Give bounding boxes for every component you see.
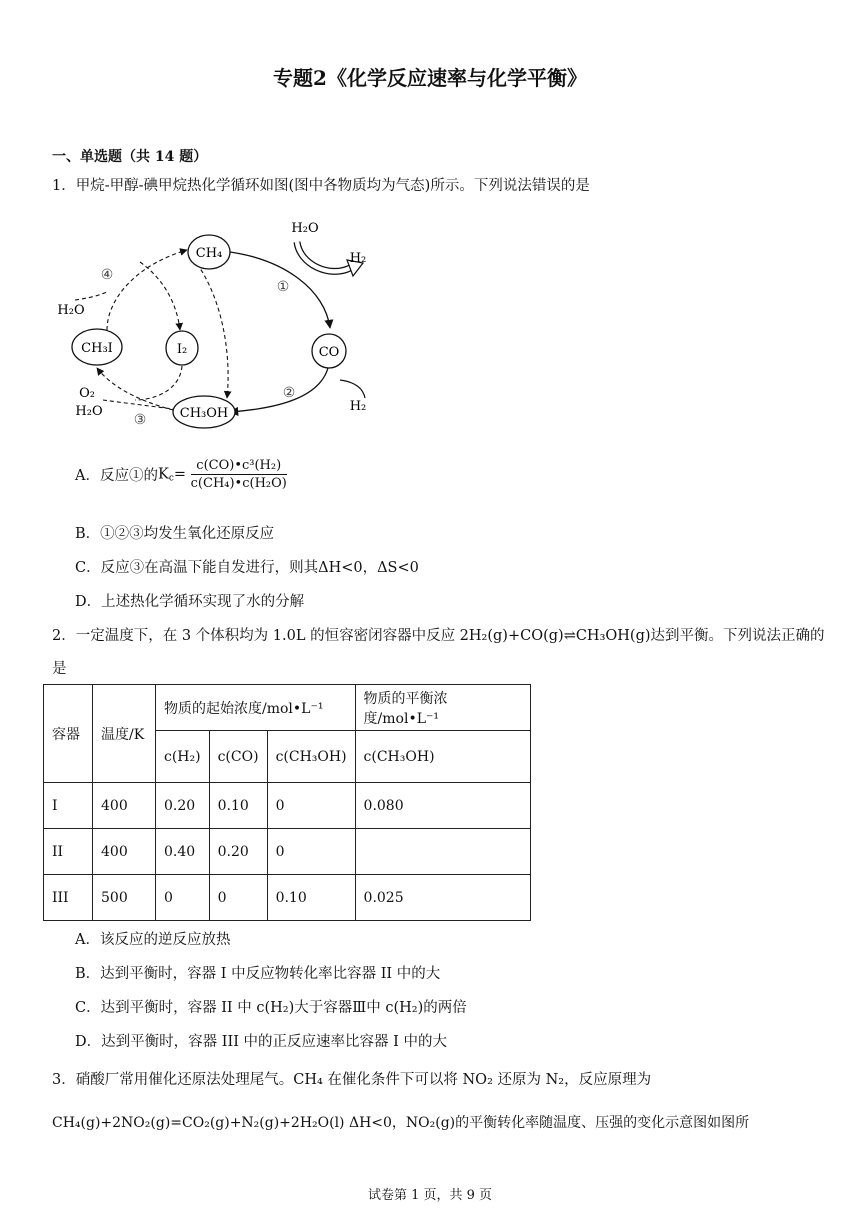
table-cell: 0 [156, 875, 210, 921]
q1-option-a-k-sub: c [168, 473, 174, 484]
h2-in-curve [340, 380, 365, 398]
label-h2-right: H₂ [349, 399, 367, 414]
table-cell: 0.20 [156, 783, 210, 829]
table-header-equilibrium: 物质的平衡浓度/mol•L⁻¹ [355, 685, 530, 731]
table-cell: 400 [93, 829, 156, 875]
q1-stem: 1．甲烷-甲醇-碘甲烷热化学循环如图(图中各物质均为气态)所示。下列说法错误的是 [52, 178, 590, 194]
table-cell: I [44, 783, 93, 829]
label-step-2: ② [282, 385, 296, 401]
q1-option-c: C．反应③在高温下能自发进行，则其ΔH<0，ΔS<0 [75, 560, 419, 576]
table-row [44, 875, 531, 921]
label-step-4: ④ [100, 267, 114, 283]
table-cell: 0.40 [156, 829, 210, 875]
table-cell: 0 [267, 783, 355, 829]
table-cell: 0.080 [355, 783, 530, 829]
q2-option-d: D．达到平衡时，容器 III 中的正反应速率比容器 I 中的大 [75, 1034, 447, 1050]
arrow-co-to-ch3oh [230, 368, 328, 412]
node-ch3oh-label: CH₃OH [179, 406, 229, 421]
q3-stem-line1: 3．硝酸厂常用催化还原法处理尾气。CH₄ 在催化条件下可以将 NO₂ 还原为 N₂，反应原理为 [52, 1072, 652, 1088]
table-cell: II [44, 829, 93, 875]
label-step-1: ① [276, 279, 290, 295]
q1-option-d: D．上述热化学循环实现了水的分解 [75, 594, 305, 610]
o2-in-dashed [103, 400, 173, 409]
table-header-container: 容器 [44, 685, 93, 783]
q2-data-table [43, 684, 531, 921]
q1-option-a-numerator: c(CO)•c³(H₂) [191, 458, 287, 475]
table-sub-ch3oh: c(CH₃OH) [267, 731, 355, 783]
q2-option-b: B．达到平衡时，容器 I 中反应物转化率比容器 II 中的大 [75, 966, 441, 982]
label-h2o-left: H₂O [57, 303, 85, 318]
table-cell: 0.10 [209, 783, 267, 829]
i2-dashed-down [135, 366, 182, 400]
table-sub-h2: c(H₂) [156, 731, 210, 783]
table-cell: 0 [209, 875, 267, 921]
label-o2: O₂ [79, 386, 95, 401]
q1-cycle-diagram [45, 210, 405, 440]
node-co-label: CO [318, 345, 340, 360]
q1-option-b: B．①②③均发生氧化还原反应 [75, 526, 275, 542]
table-sub-ch3oh-eq: c(CH₃OH) [355, 731, 530, 783]
label-step-3: ③ [133, 412, 147, 428]
page-title: 专题2《化学反应速率与化学平衡》 [273, 66, 587, 90]
table-cell: 0.20 [209, 829, 267, 875]
label-h2o-top: H₂O [291, 221, 319, 236]
table-cell: 500 [93, 875, 156, 921]
q1-option-a-k: K [157, 466, 169, 483]
table-cell: 0.10 [267, 875, 355, 921]
q2-stem-line1: 2．一定温度下，在 3 个体积均为 1.0L 的恒容密闭容器中反应 2H₂(g)+CO(g)⇌CH₃OH(g)达到平衡。下列说法正确的 [52, 628, 825, 644]
arrow-ch3i-to-ch4 [107, 250, 187, 330]
q2-option-c: C．达到平衡时，容器 II 中 c(H₂)大于容器Ⅲ中 c(H₂)的两倍 [75, 1000, 467, 1016]
table-cell [355, 829, 530, 875]
table-cell: 400 [93, 783, 156, 829]
q2-stem-line2: 是 [52, 661, 67, 677]
table-cell: 0.025 [355, 875, 530, 921]
arrow-ch4-to-ch3oh [193, 258, 228, 398]
node-i2-label: I₂ [176, 342, 188, 357]
table-cell: 0 [267, 829, 355, 875]
h2o-in-dashed [75, 292, 107, 300]
table-row [44, 829, 531, 875]
label-h2o-bottom: H₂O [75, 404, 103, 419]
page-footer: 试卷第 1 页，共 9 页 [367, 1188, 493, 1203]
table-header-temp: 温度/K [93, 685, 156, 783]
arrow-to-i2 [140, 262, 180, 330]
arrow-ch3oh-to-ch3i [97, 368, 173, 410]
label-h2-top: H₂ [349, 251, 367, 266]
table-header-initial: 物质的起始浓度/mol•L⁻¹ [156, 685, 356, 731]
table-row [44, 783, 531, 829]
q2-option-a: A．该反应的逆反应放热 [75, 932, 231, 948]
node-ch3i-label: CH₃I [81, 341, 113, 356]
q1-option-a-fraction [191, 458, 287, 491]
q1-option-a-denominator: c(CH₄)•c(H₂O) [190, 476, 287, 491]
q3-stem-line2: CH₄(g)+2NO₂(g)=CO₂(g)+N₂(g)+2H₂O(l) ΔH<0，NO₂(g)的平衡转化率随温度、压强的变化示意图如图所 [52, 1115, 750, 1131]
section-heading: 一、单选题（共 14 题） [52, 149, 208, 165]
node-ch4-label: CH₄ [195, 246, 223, 261]
table-sub-co: c(CO) [209, 731, 267, 783]
q1-option-a: A．反应①的$K_c=$ $\frac{\text{c(CO)•c³(H₂)}}{\text{c(CH₄)•c(H₂O)}}$ [75, 458, 287, 491]
q1-option-a-prefix: A．反应①的 [75, 468, 158, 484]
table-cell: III [44, 875, 93, 921]
